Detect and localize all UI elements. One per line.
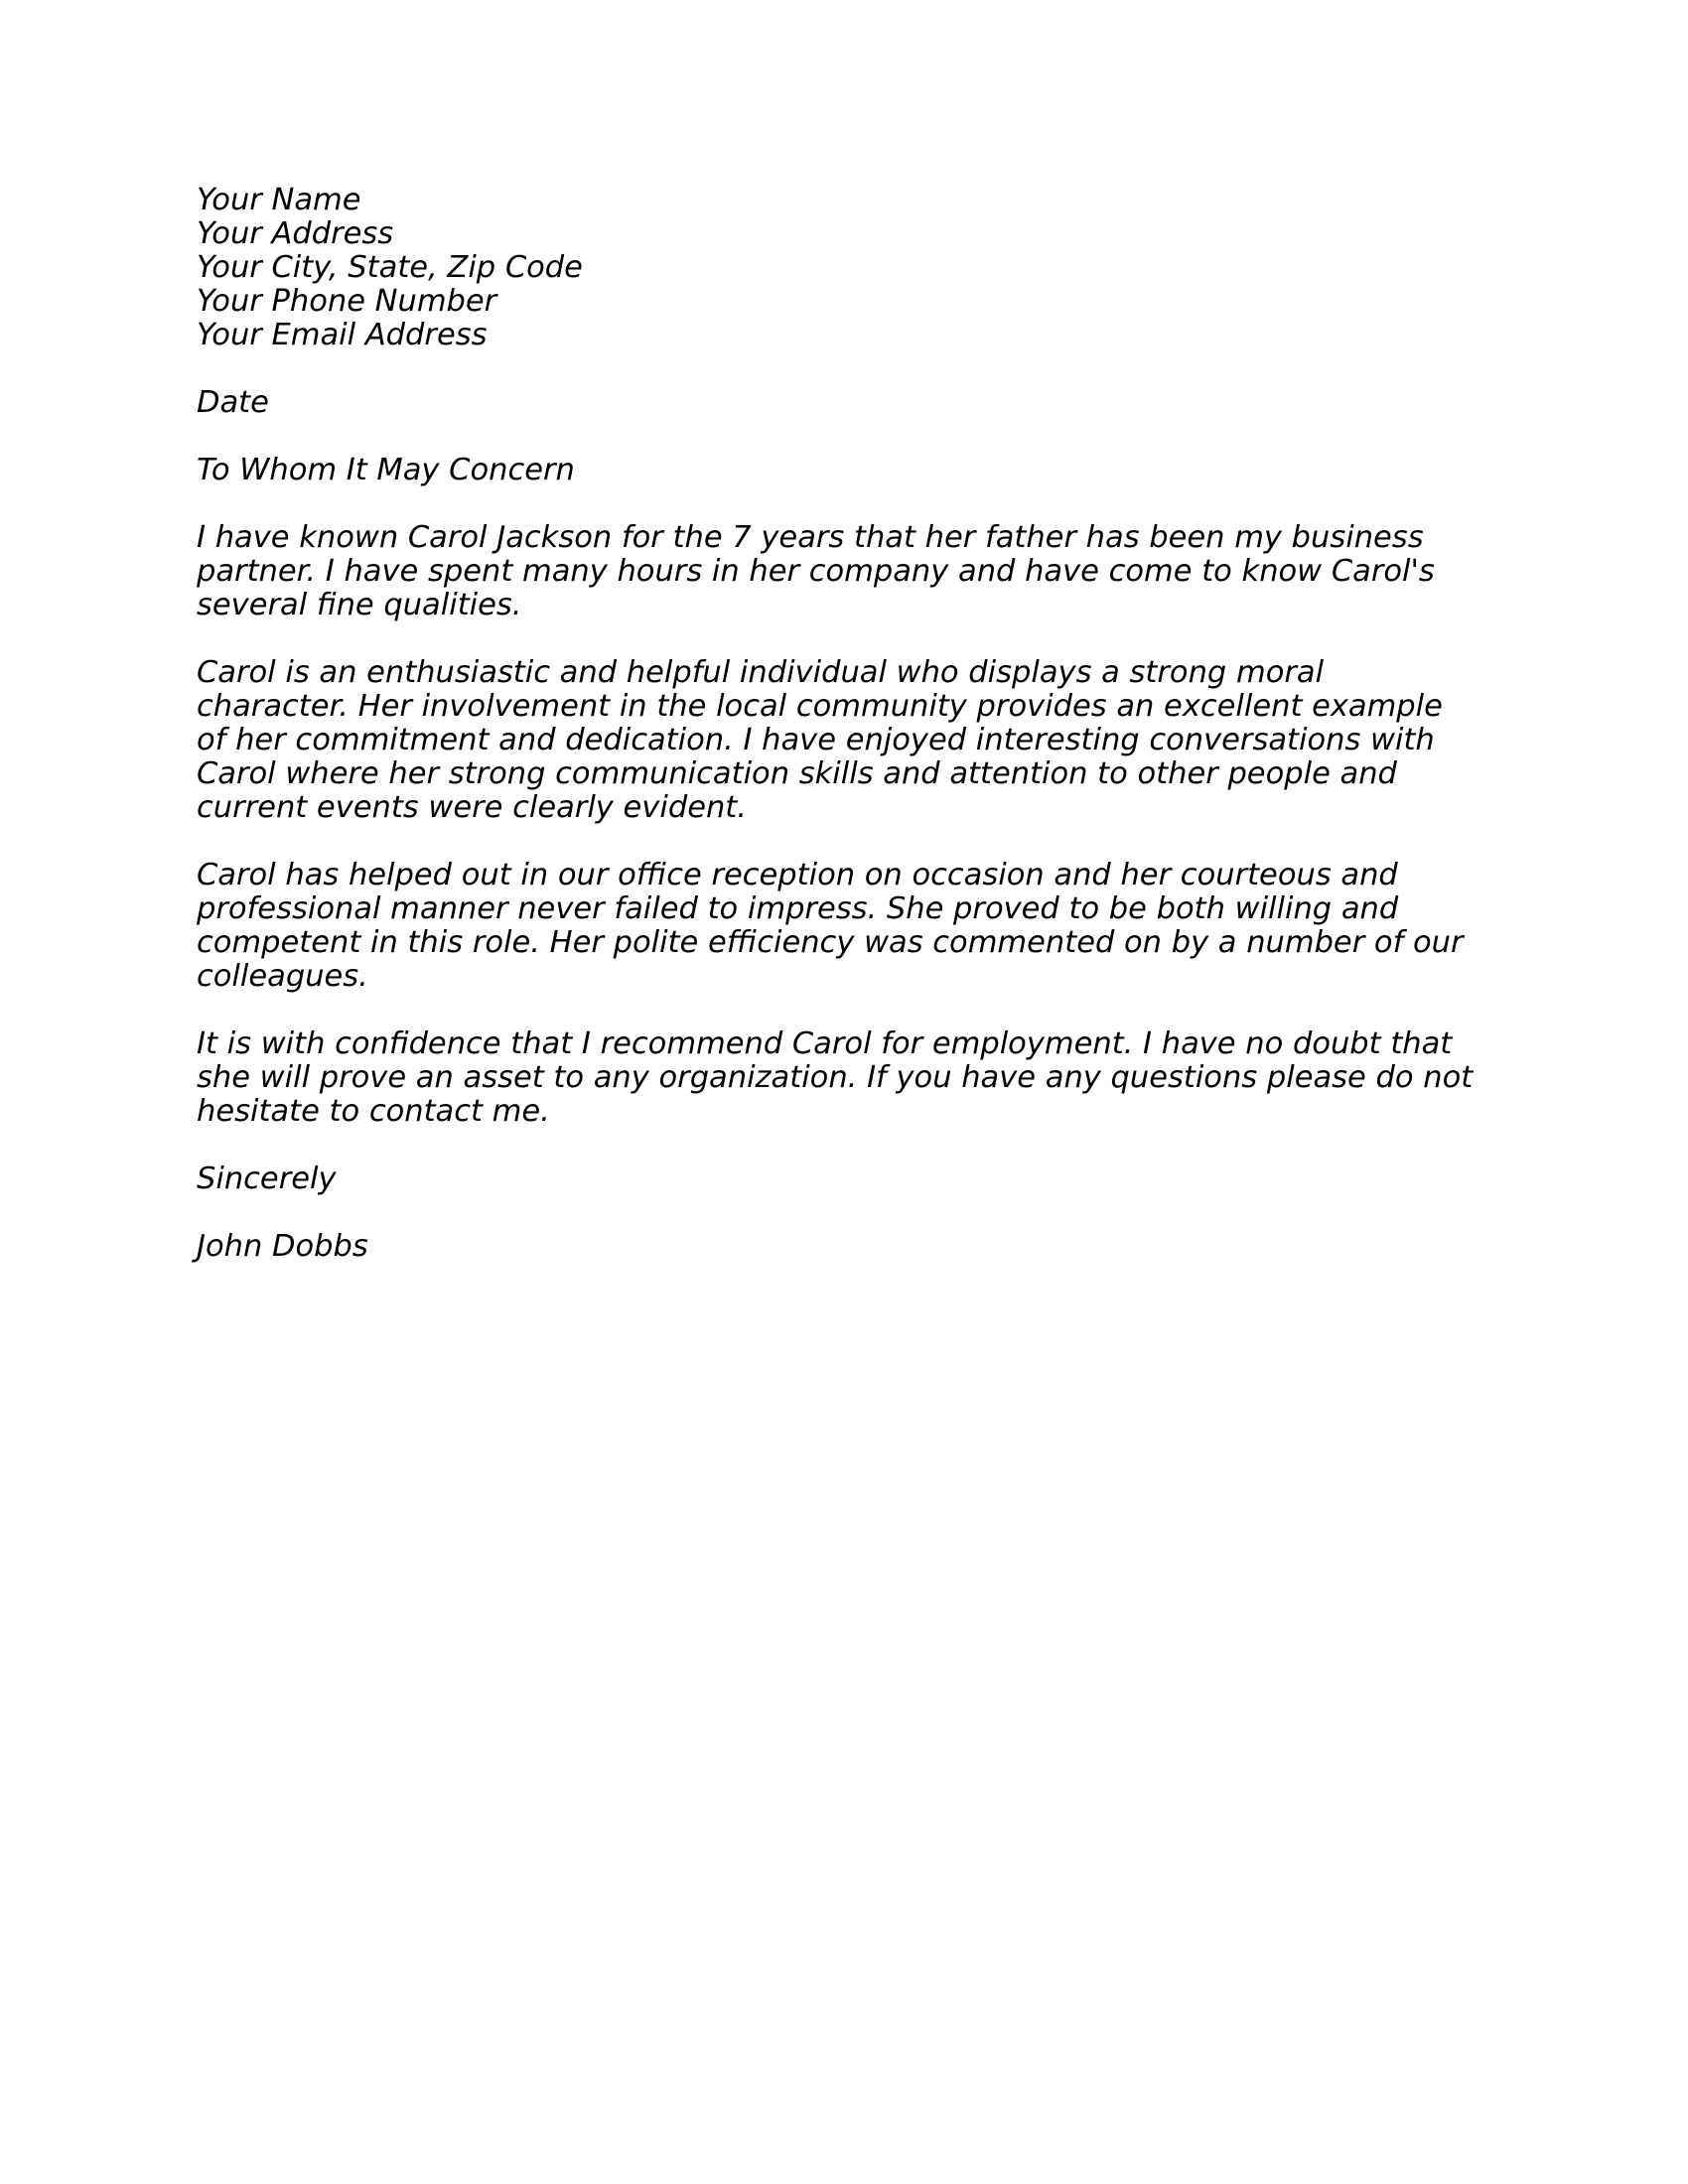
spacer-after-date (197, 420, 1477, 454)
body-paragraph-2: Carol is an enthusiastic and helpful individual who displays a strong moral character. Her involvement in the local community provides an excellent example of her commitment and dedication. I have enjoyed interesting conversations with Carol where her strong communication skills and attention to other people and current events were clearly evident. (197, 655, 1443, 825)
sender-email-line: Your Email Address (197, 318, 488, 352)
spacer-after-salutation (197, 487, 1477, 521)
spacer-after-paragraph-1 (197, 622, 1477, 656)
body-paragraph-1: I have known Carol Jackson for the 7 years that her father has been my business partner. I have spent many hours in her company and have come to know Carol's several fine qualities. (197, 520, 1435, 622)
sender-phone-line: Your Phone Number (197, 284, 497, 319)
sender-city-state-zip-line: Your City, State, Zip Code (197, 250, 583, 285)
sender-address-block (197, 184, 1477, 352)
salutation: To Whom It May Concern (197, 453, 575, 487)
body-paragraph-3: Carol has helped out in our office reception on occasion and her courteous and professional manner never failed to impress. She proved to be both willing and competent in this role. Her polite efficiency was commented on by a number of our colleagues. (197, 858, 1464, 994)
spacer-after-sender (197, 352, 1477, 386)
spacer-after-closing (197, 1196, 1477, 1230)
sender-name-line: Your Name (197, 183, 361, 217)
spacer-after-paragraph-4 (197, 1129, 1477, 1162)
sender-address-line: Your Address (197, 216, 394, 251)
signature-name: John Dobbs (197, 1229, 368, 1264)
closing-line: Sincerely (197, 1161, 337, 1196)
spacer-after-paragraph-3 (197, 994, 1477, 1027)
date-line: Date (197, 385, 269, 420)
body-paragraph-4: It is with confidence that I recommend Carol for employment. I have no doubt that she will prove an asset to any organization. If you have any questions please do not hesitate to contact me. (197, 1026, 1474, 1129)
letter-body (197, 184, 1477, 1264)
spacer-after-paragraph-2 (197, 825, 1477, 859)
